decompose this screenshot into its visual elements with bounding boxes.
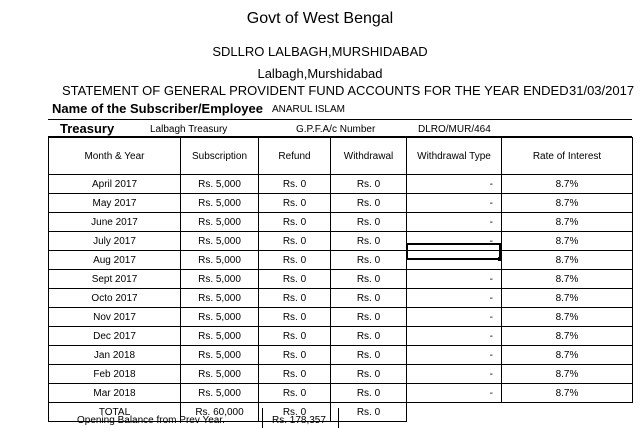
cell-withdrawal-type[interactable]: - [407, 270, 502, 289]
cell-rate[interactable]: 8.7% [502, 175, 633, 194]
cell-month[interactable]: Sept 2017 [49, 270, 181, 289]
table-row [49, 251, 633, 270]
empty-cell [502, 403, 633, 422]
cell-subscription[interactable]: Rs. 5,000 [181, 289, 259, 308]
table-row [49, 289, 633, 308]
total-subscription[interactable]: Rs. 60,000 [181, 403, 259, 422]
table-row [49, 327, 633, 346]
cell-withdrawal-type[interactable]: - [407, 194, 502, 213]
cell-subscription[interactable]: Rs. 5,000 [181, 365, 259, 384]
cell-subscription[interactable]: Rs. 5,000 [181, 175, 259, 194]
cell-rate[interactable]: 8.7% [502, 270, 633, 289]
cell-subscription[interactable]: Rs. 5,000 [181, 194, 259, 213]
cell-withdrawal-type[interactable]: - [407, 327, 502, 346]
cell-withdrawal-type[interactable]: - [407, 384, 502, 403]
cell-month[interactable]: April 2017 [49, 175, 181, 194]
cell-refund[interactable]: Rs. 0 [259, 194, 331, 213]
table-row [49, 346, 633, 365]
cell-subscription[interactable]: Rs. 5,000 [181, 308, 259, 327]
cell-refund[interactable]: Rs. 0 [259, 289, 331, 308]
cell-month[interactable]: Jan 2018 [49, 346, 181, 365]
fill-handle[interactable] [498, 257, 502, 261]
opening-balance-separator [262, 408, 263, 428]
cell-rate[interactable]: 8.7% [502, 308, 633, 327]
cell-rate[interactable]: 8.7% [502, 384, 633, 403]
cell-month[interactable]: June 2017 [49, 213, 181, 232]
cell-withdrawal[interactable]: Rs. 0 [331, 365, 407, 384]
cell-subscription[interactable]: Rs. 5,000 [181, 232, 259, 251]
cell-subscription[interactable]: Rs. 5,000 [181, 270, 259, 289]
cell-withdrawal[interactable]: Rs. 0 [331, 232, 407, 251]
column-header: Refund [259, 138, 331, 175]
table-row [49, 232, 633, 251]
cell-month[interactable]: Feb 2018 [49, 365, 181, 384]
cell-rate[interactable]: 8.7% [502, 346, 633, 365]
cell-withdrawal-type[interactable]: - [407, 213, 502, 232]
total-withdrawal[interactable]: Rs. 0 [331, 403, 407, 422]
cell-withdrawal[interactable]: Rs. 0 [331, 384, 407, 403]
cell-subscription[interactable]: Rs. 5,000 [181, 251, 259, 270]
cell-withdrawal[interactable]: Rs. 0 [331, 270, 407, 289]
cell-rate[interactable]: 8.7% [502, 213, 633, 232]
cell-withdrawal[interactable]: Rs. 0 [331, 289, 407, 308]
cell-refund[interactable]: Rs. 0 [259, 232, 331, 251]
opening-balance-label: Opening Balance from Prev Year. [77, 415, 225, 426]
cell-withdrawal-type[interactable]: - [407, 308, 502, 327]
cell-subscription[interactable]: Rs. 5,000 [181, 346, 259, 365]
cell-refund[interactable]: Rs. 0 [259, 270, 331, 289]
treasury-label: Treasury [60, 121, 115, 136]
table-row [49, 308, 633, 327]
cell-month[interactable]: Dec 2017 [49, 327, 181, 346]
table-row [49, 365, 633, 384]
cell-subscription[interactable]: Rs. 5,000 [181, 384, 259, 403]
cell-withdrawal[interactable]: Rs. 0 [331, 327, 407, 346]
office-title: SDLLRO LALBAGH,MURSHIDABAD [212, 44, 428, 59]
cell-month[interactable]: Mar 2018 [49, 384, 181, 403]
gpf-statement-table [48, 137, 633, 422]
table-row [49, 175, 633, 194]
table-header-row [49, 138, 633, 175]
cell-refund[interactable]: Rs. 0 [259, 327, 331, 346]
column-header: Withdrawal Type [407, 138, 502, 175]
subscriber-label: Name of the Subscriber/Employee [52, 101, 263, 116]
column-header: Rate of Interest [502, 138, 633, 175]
cell-withdrawal[interactable]: Rs. 0 [331, 251, 407, 270]
cell-refund[interactable]: Rs. 0 [259, 384, 331, 403]
column-header: Subscription [181, 138, 259, 175]
gpf-value[interactable]: DLRO/MUR/464 [418, 124, 491, 135]
cell-rate[interactable]: 8.7% [502, 327, 633, 346]
cell-rate[interactable]: 8.7% [502, 251, 633, 270]
table-row [49, 213, 633, 232]
cell-withdrawal-type[interactable]: - [407, 289, 502, 308]
cell-rate[interactable]: 8.7% [502, 194, 633, 213]
cell-refund[interactable]: Rs. 0 [259, 346, 331, 365]
cell-month[interactable]: Aug 2017 [49, 251, 181, 270]
cell-withdrawal-type[interactable]: - [407, 175, 502, 194]
column-header: Withdrawal [331, 138, 407, 175]
cell-refund[interactable]: Rs. 0 [259, 251, 331, 270]
table-row [49, 194, 633, 213]
cell-withdrawal[interactable]: Rs. 0 [331, 308, 407, 327]
total-refund[interactable]: Rs. 0 [259, 403, 331, 422]
total-label[interactable]: TOTAL [49, 403, 181, 422]
cell-withdrawal-type[interactable]: - [407, 365, 502, 384]
cell-subscription[interactable]: Rs. 5,000 [181, 327, 259, 346]
cell-withdrawal[interactable]: Rs. 0 [331, 346, 407, 365]
statement-title: STATEMENT OF GENERAL PROVIDENT FUND ACCOUNTS FOR THE YEAR ENDED [62, 83, 569, 98]
cell-month[interactable]: Octo 2017 [49, 289, 181, 308]
cell-refund[interactable]: Rs. 0 [259, 365, 331, 384]
subscriber-name[interactable]: ANARUL ISLAM [272, 104, 345, 115]
column-header: Month & Year [49, 138, 181, 175]
treasury-value[interactable]: Lalbagh Treasury [150, 124, 228, 135]
cell-refund[interactable]: Rs. 0 [259, 175, 331, 194]
selected-cell-cursor[interactable] [406, 243, 501, 260]
table-row [49, 384, 633, 403]
cell-withdrawal[interactable]: Rs. 0 [331, 213, 407, 232]
cell-withdrawal[interactable]: Rs. 0 [331, 194, 407, 213]
cell-withdrawal[interactable]: Rs. 0 [331, 175, 407, 194]
cell-month[interactable]: May 2017 [49, 194, 181, 213]
government-title: Govt of West Bengal [246, 10, 394, 27]
gpf-label: G.P.F.A/c Number [296, 124, 376, 135]
cell-withdrawal-type[interactable]: - [407, 232, 502, 251]
cell-refund[interactable]: Rs. 0 [259, 213, 331, 232]
cell-rate[interactable]: 8.7% [502, 289, 633, 308]
cell-rate[interactable]: 8.7% [502, 365, 633, 384]
year-end-date: 31/03/2017 [569, 83, 635, 98]
table-row [49, 270, 633, 289]
cell-subscription[interactable]: Rs. 5,000 [181, 213, 259, 232]
cell-rate[interactable]: 8.7% [502, 232, 633, 251]
header-divider-top [48, 119, 632, 120]
cell-month[interactable]: Nov 2017 [49, 308, 181, 327]
empty-cell [407, 403, 502, 422]
place-title: Lalbagh,Murshidabad [257, 66, 383, 81]
opening-balance-value[interactable]: Rs. 178,357 [272, 415, 326, 426]
cell-refund[interactable]: Rs. 0 [259, 308, 331, 327]
cell-withdrawal-type[interactable]: - [407, 346, 502, 365]
cell-month[interactable]: July 2017 [49, 232, 181, 251]
